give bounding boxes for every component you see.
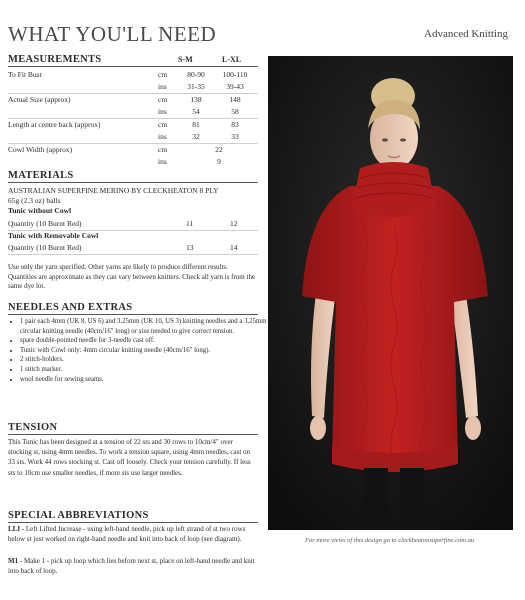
table-row [8,95,258,105]
brand-label: Advanced Knitting [424,28,509,40]
list-item: • wool needle for sewing seams. [20,375,272,385]
photo-caption: For more views of this design go to cleckheatonsuperfine.com.au [305,537,475,544]
list-item: • 2 stitch-holders. [20,355,272,365]
page-title: WHAT YOU'LL NEED [8,22,217,46]
abbreviation-item [8,524,258,544]
abbreviation-item [8,556,258,576]
measure-value-lxl: 33 [231,132,239,141]
measure-value-lxl: 148 [229,95,241,104]
table-row [8,70,258,80]
divider [8,118,258,119]
table-row [8,243,258,253]
divider [8,93,258,94]
divider [8,254,258,255]
quantity-value-sm: 13 [186,243,194,252]
measure-value-sm: 54 [192,107,200,116]
measure-label: Cowl Width (approx) [8,145,73,154]
group-name: Tunic with Removable Cowl [8,231,99,240]
measure-value-sm: 31-35 [187,82,205,91]
measure-value-cowl: 9 [217,157,221,166]
group-name: Tunic without Cowl [8,206,72,215]
tension-text: This Tunic has been designed at a tension of 22 sts and 30 rows to 10cm/4" over stocking st, using 4mm needles. To work a tension square, using 4mm needles, cast on 33 sts. Work 44 rows stocking st. Cast off loosely. Check your tension carefully. If less sts to 10cm use smaller needles, if more sts use larger needles. [8,438,251,477]
measure-unit: ins [158,82,167,91]
measure-label: Length at centre back (approx) [8,120,101,129]
measure-value-lxl: 100-110 [222,70,248,79]
table-row [8,82,258,92]
measure-unit: ins [158,157,167,166]
model-photo [268,56,513,530]
size-column-sm: S-M [178,55,193,64]
measure-value-cowl: 22 [215,145,223,154]
size-column-lxl: L-XL [222,55,242,64]
measure-unit: ins [158,132,167,141]
abbreviation-key: M1 [8,557,19,565]
yarn-weight: 65g (2.3 oz) balls [8,196,61,205]
yarn-name: AUSTRALIAN SUPERFINE MERINO BY CLECKHEATON 8 PLY [8,186,219,195]
measure-label: To Fit Bust [8,70,42,79]
quantity-value-lxl: 12 [230,219,238,228]
table-row [8,132,258,142]
measure-value-sm: 80-90 [187,70,205,79]
table-row [8,219,258,229]
measure-value-lxl: 83 [231,120,239,129]
measure-unit: cm [158,120,168,129]
abbreviations-heading: SPECIAL ABBREVIATIONS [8,510,258,523]
measurements-heading: MEASUREMENTS [8,54,258,67]
list-item: • spare double-pointed needle for 3-needle cast off. [20,336,272,346]
list-item: • 1 stitch marker. [20,365,272,375]
divider [8,143,258,144]
measure-label: Actual Size (approx) [8,95,71,104]
table-row [8,107,258,117]
abbreviation-key: LLI [8,525,21,533]
measure-value-sm: 138 [190,95,202,104]
quantity-value-lxl: 14 [230,243,238,252]
abbreviation-text: - Make 1 - pick up loop which lies before next st, place on left-hand needle and knit into back of loop. [8,557,255,575]
measure-unit: cm [158,145,168,154]
tension-heading: TENSION [8,422,258,435]
measure-value-lxl: 58 [231,107,239,116]
yarn-note: Use only the yarn specified. Other yarns are likely to produce different results. Quantities are approximate as they can vary between knitters. Check all yarn is from the same dye lot. [8,263,256,291]
materials-heading: MATERIALS [8,170,258,183]
needles-list [8,317,272,384]
table-row [8,120,258,130]
abbreviation-text: - Left Lifted Increase - using left-hand needle, pick up left strand of st two rows below st just worked on right-hand needle and knit into back of loop (see diagram). [8,525,246,543]
quantity-label: Quantity (10 Burnt Red) [8,243,82,252]
quantity-value-sm: 11 [186,219,194,228]
table-row [8,157,258,167]
measure-unit: cm [158,70,168,79]
measure-unit: cm [158,95,168,104]
quantity-label: Quantity (10 Burnt Red) [8,219,82,228]
measure-value-sm: 32 [192,132,200,141]
list-item: • Tunic with Cowl only: 4mm circular knitting needle (40cm/16" long). [20,346,272,356]
measure-unit: ins [158,107,167,116]
table-row [8,145,258,155]
tunic-illustration [268,56,513,530]
measure-value-lxl: 39-43 [226,82,244,91]
needles-heading: NEEDLES AND EXTRAS [8,302,258,315]
measure-value-sm: 81 [192,120,200,129]
list-item: • 1 pair each 4mm (UK 8, US 6) and 3.25mm (UK 10, US 3) knitting needles and a 3.25mm circular knitting needle (40cm/16" long) or size needed to give correct tension. [20,317,272,336]
